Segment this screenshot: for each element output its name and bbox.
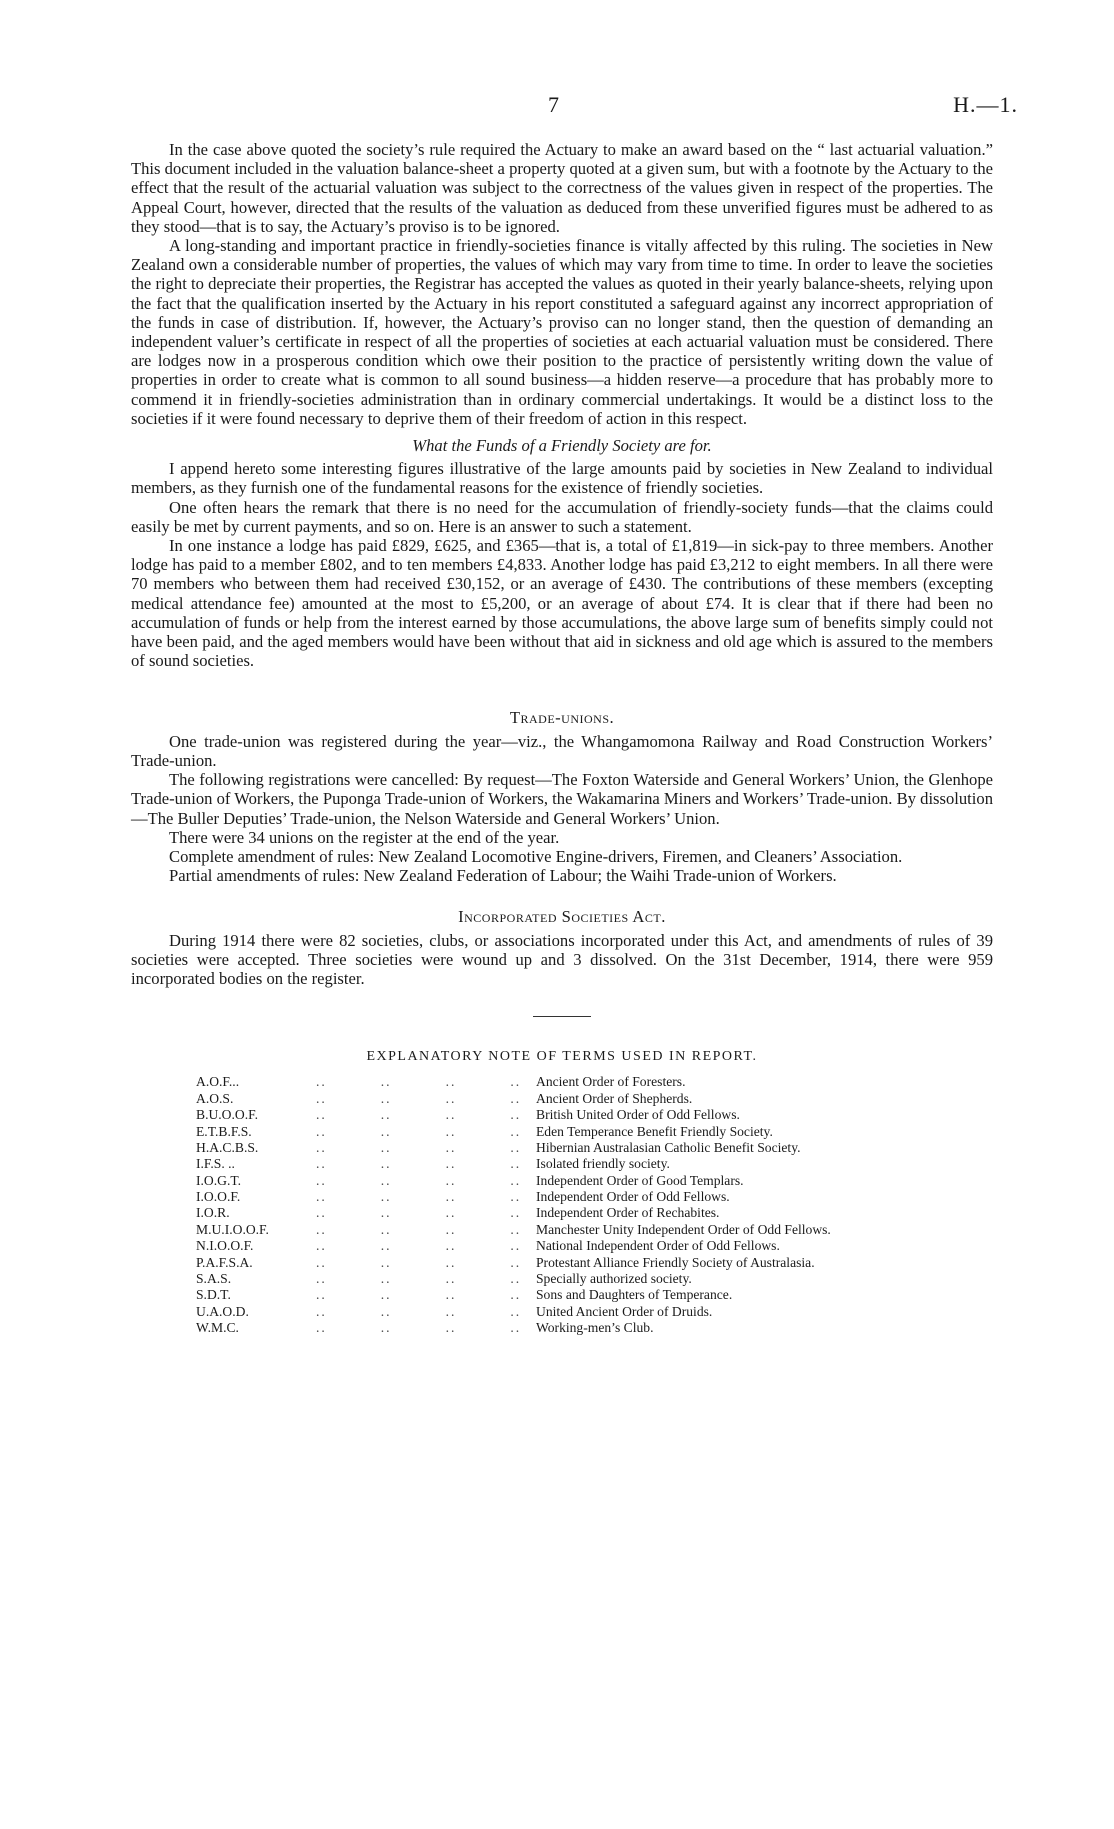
paragraph: The following registrations were cancelled: By request—The Foxton Waterside and General Workers’ Union, the Glenhope Trade-union of Workers, the Puponga Trade-union of Workers, the Wakamarina Miners and Workers’ Trade-union. By dissolution—The Buller Deputies’ Trade-union, the Nelson Waterside and General Workers’ Union. bbox=[131, 770, 993, 828]
dot-leader: .. .. .. .. bbox=[316, 1156, 522, 1172]
page-number: 7 bbox=[548, 92, 559, 117]
term-meaning: Working-men’s Club. bbox=[536, 1320, 654, 1336]
dot-leader: .. .. .. .. bbox=[316, 1090, 522, 1106]
dot-leader: .. .. .. .. bbox=[316, 1320, 522, 1336]
term-abbreviation: I.O.O.F. bbox=[196, 1189, 241, 1205]
term-row bbox=[196, 1318, 993, 1334]
term-row bbox=[196, 1154, 993, 1170]
section-heading-trade-unions: Trade-unions. bbox=[509, 708, 615, 728]
paragraph: In one instance a lodge has paid £829, £625, and £365—that is, a total of £1,819—in sick-pay to three members. Another lodge has paid to a member £802, and to ten members £4,833. Another lodge has paid £3,212 to eight members. In all there were 70 members who between them had received £30,152, or an average of £430. The contributions of these members (excepting medical attendance fee) amounted at the most to £5,200, or an average of about £74. It is clear that if there had been no accumulation of funds or help from the interest earned by those accumulations, the above large sum of benefits simply could not have been paid, and the aged members would have been without that aid in sickness and old age which is assured to the members of sound societies. bbox=[131, 536, 993, 671]
body-text bbox=[131, 140, 993, 1335]
term-meaning: Isolated friendly society. bbox=[536, 1156, 670, 1172]
term-abbreviation: B.U.O.O.F. bbox=[196, 1107, 258, 1123]
term-meaning: British United Order of Odd Fellows. bbox=[536, 1107, 740, 1123]
dot-leader: .. .. .. .. bbox=[316, 1074, 522, 1090]
dot-leader: .. .. .. .. bbox=[316, 1123, 522, 1139]
dot-leader: .. .. .. .. bbox=[316, 1287, 522, 1303]
dot-leader: .. .. .. .. bbox=[316, 1205, 522, 1221]
divider bbox=[533, 1016, 591, 1017]
term-row bbox=[196, 1187, 993, 1203]
explanatory-note-title: EXPLANATORY NOTE OF TERMS USED IN REPORT. bbox=[366, 1049, 758, 1065]
term-meaning: Specially authorized society. bbox=[536, 1271, 692, 1287]
paragraph: Partial amendments of rules: New Zealand Federation of Labour; the Waihi Trade-union of Workers. bbox=[169, 866, 837, 886]
term-row bbox=[196, 1302, 993, 1318]
dot-leader: .. .. .. .. bbox=[316, 1254, 522, 1270]
term-row bbox=[196, 1269, 993, 1285]
paragraph: One trade-union was registered during the year—viz., the Whangamomona Railway and Road Construction Workers’ Trade-union. bbox=[131, 731, 993, 770]
term-abbreviation: I.O.R. bbox=[196, 1205, 230, 1221]
dot-leader: .. .. .. .. bbox=[316, 1238, 522, 1254]
dot-leader: .. .. .. .. bbox=[316, 1107, 522, 1123]
term-row bbox=[196, 1253, 993, 1269]
paragraph: Complete amendment of rules: New Zealand Locomotive Engine-drivers, Firemen, and Cleaners’ Association. bbox=[169, 846, 903, 866]
term-meaning: Manchester Unity Independent Order of Odd Fellows. bbox=[536, 1221, 831, 1237]
term-row bbox=[196, 1220, 993, 1236]
paragraph: In the case above quoted the society’s rule required the Actuary to make an award based on the “ last actuarial valuation.” This document included in the valuation balance-sheet a property quoted at a given sum, but with a footnote by the Actuary to the effect that the result of the actuarial valuation was subject to the correctness of the values given in respect of the properties. The Appeal Court, however, directed that the results of the valuation as deduced from these unverified figures must be adhered to as they stood—that is to say, the Actuary’s proviso is to be ignored. bbox=[131, 140, 993, 236]
dot-leader: .. .. .. .. bbox=[316, 1303, 522, 1319]
term-abbreviation: M.U.I.O.O.F. bbox=[196, 1221, 269, 1237]
term-row bbox=[196, 1171, 993, 1187]
dot-leader: .. .. .. .. bbox=[316, 1172, 522, 1188]
term-abbreviation: W.M.C. bbox=[196, 1320, 239, 1336]
term-row bbox=[196, 1105, 993, 1121]
section-heading-incorporated: Incorporated Societies Act. bbox=[458, 907, 666, 927]
term-abbreviation: A.O.S. bbox=[196, 1090, 234, 1106]
term-row bbox=[196, 1236, 993, 1252]
term-abbreviation: A.O.F... bbox=[196, 1074, 240, 1090]
term-abbreviation: H.A.C.B.S. bbox=[196, 1139, 259, 1155]
term-row bbox=[196, 1138, 993, 1154]
term-abbreviation: S.D.T. bbox=[196, 1287, 231, 1303]
term-abbreviation: S.A.S. bbox=[196, 1271, 232, 1287]
term-meaning: Hibernian Australasian Catholic Benefit Society. bbox=[536, 1139, 801, 1155]
term-abbreviation: E.T.B.F.S. bbox=[196, 1123, 252, 1139]
section-heading-funds: What the Funds of a Friendly Society are for. bbox=[412, 436, 712, 456]
term-meaning: Ancient Order of Shepherds. bbox=[536, 1090, 693, 1106]
series-code: H.—1. bbox=[953, 92, 1018, 117]
paragraph: During 1914 there were 82 societies, clubs, or associations incorporated under this Act, and amendments of rules of 39 societies were accepted. Three societies were wound up and 3 dissolved. On the 31st December, 1914, there were 959 incorporated bodies on the register. bbox=[131, 930, 993, 988]
paragraph: There were 34 unions on the register at the end of the year. bbox=[169, 827, 560, 847]
paragraph: A long-standing and important practice in friendly-societies finance is vitally affected by this ruling. The societies in New Zealand own a considerable number of properties, the values of which may vary from time to time. In order to leave the societies the right to depreciate their properties, the Registrar has accepted the values as quoted in their yearly balance-sheets, relying upon the fact that the qualification inserted by the Actuary in his report constituted a safeguard against any incorrect appropriation of the funds in case of distribution. If, however, the Actuary’s proviso can no longer stand, then the question of demanding an independent valuer’s certificate in respect of all the properties of societies at each actuarial valuation must be considered. There are lodges now in a prosperous condition which owe their position to the practice of persistently writing down the value of properties in order to create what is common to all sound business—a hidden reserve—a procedure that has probably more to commend it in friendly-societies administration than in ordinary commercial undertakings. It would be a distinct loss to the societies if it were found necessary to deprive them of their freedom of action in this respect. bbox=[131, 236, 993, 428]
paragraph: One often hears the remark that there is no need for the accumulation of friendly-society funds—that the claims could easily be met by current payments, and so on. Here is an answer to such a statement. bbox=[131, 497, 993, 536]
term-abbreviation: I.F.S. .. bbox=[196, 1156, 235, 1172]
term-meaning: United Ancient Order of Druids. bbox=[536, 1303, 713, 1319]
term-abbreviation: U.A.O.D. bbox=[196, 1303, 249, 1319]
term-meaning: Protestant Alliance Friendly Society of Australasia. bbox=[536, 1254, 815, 1270]
paragraph: I append hereto some interesting figures illustrative of the large amounts paid by societies in New Zealand to individual members, as they furnish one of the fundamental reasons for the existence of friendly societies. bbox=[131, 459, 993, 498]
term-meaning: Independent Order of Good Templars. bbox=[536, 1172, 744, 1188]
term-abbreviation: N.I.O.O.F. bbox=[196, 1238, 254, 1254]
terms-list bbox=[196, 1072, 993, 1334]
dot-leader: .. .. .. .. bbox=[316, 1271, 522, 1287]
term-abbreviation: P.A.F.S.A. bbox=[196, 1254, 253, 1270]
dot-leader: .. .. .. .. bbox=[316, 1189, 522, 1205]
term-abbreviation: I.O.G.T. bbox=[196, 1172, 242, 1188]
term-row bbox=[196, 1089, 993, 1105]
term-meaning: Independent Order of Odd Fellows. bbox=[536, 1189, 730, 1205]
page-header bbox=[0, 92, 1114, 116]
dot-leader: .. .. .. .. bbox=[316, 1221, 522, 1237]
term-row bbox=[196, 1072, 993, 1088]
term-meaning: Sons and Daughters of Temperance. bbox=[536, 1287, 733, 1303]
term-meaning: Eden Temperance Benefit Friendly Society. bbox=[536, 1123, 773, 1139]
term-meaning: National Independent Order of Odd Fellows. bbox=[536, 1238, 780, 1254]
term-meaning: Independent Order of Rechabites. bbox=[536, 1205, 720, 1221]
term-row bbox=[196, 1203, 993, 1219]
term-row bbox=[196, 1285, 993, 1301]
term-meaning: Ancient Order of Foresters. bbox=[536, 1074, 686, 1090]
dot-leader: .. .. .. .. bbox=[316, 1139, 522, 1155]
term-row bbox=[196, 1122, 993, 1138]
